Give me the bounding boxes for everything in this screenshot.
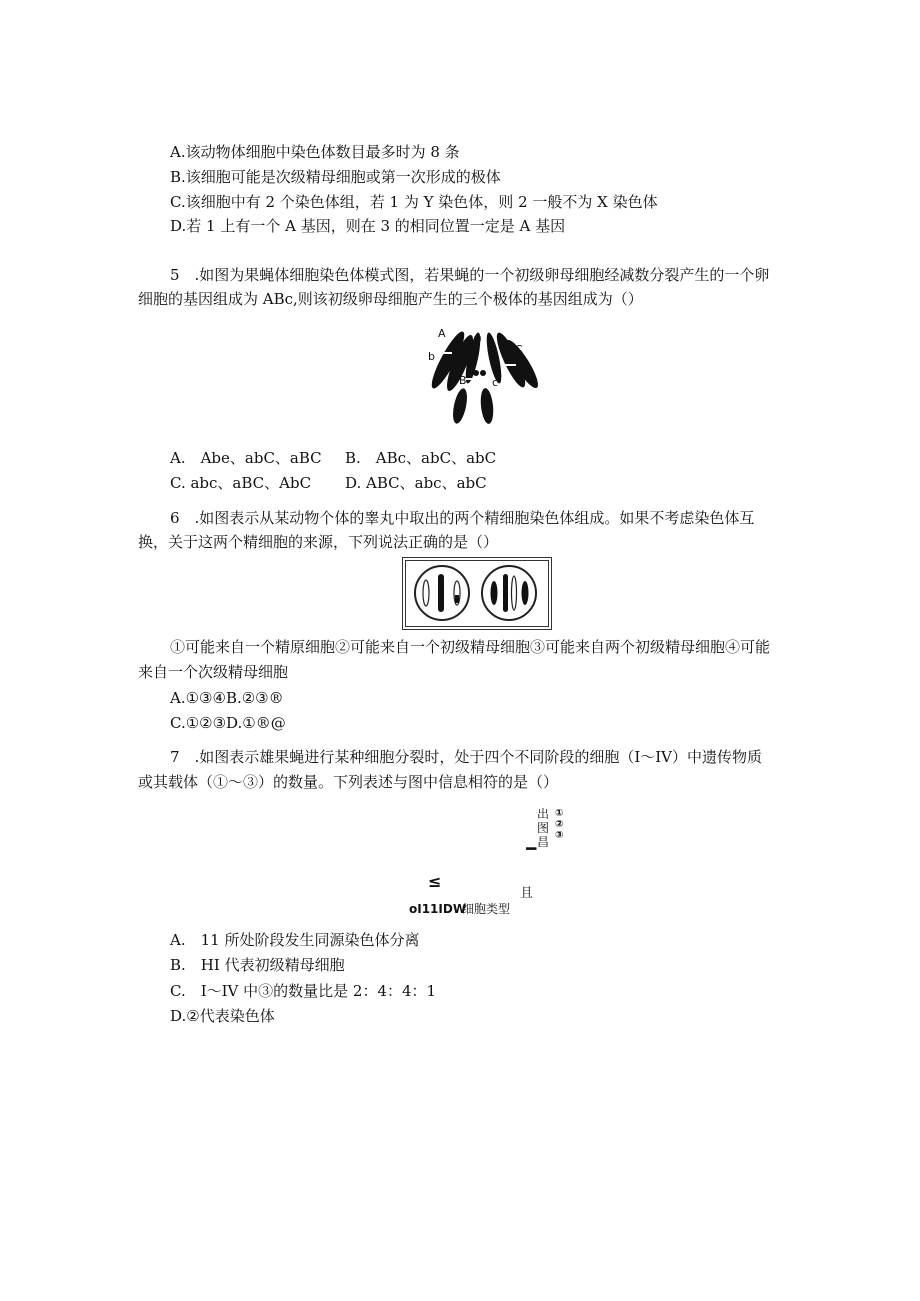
q5-label-a: a <box>475 331 482 344</box>
q7-stem-line1: 7 .如图表示雄果蝇进行某种细胞分裂时，处于四个不同阶段的细胞（I～IV）中遗传物质 <box>170 748 762 766</box>
q5-label-C: C <box>515 343 523 356</box>
q6-options-line1: A.①③④B.②③® <box>170 689 284 707</box>
q5-label-A: A <box>438 327 446 340</box>
q7-x-title: 细胞类型 <box>462 902 511 916</box>
q7-option-a: A. 11 所处阶段发生同源染色体分离 <box>170 931 420 949</box>
q7-side-char: 且 <box>520 886 534 901</box>
q5-option-a: A. Abe、abC、aBC <box>170 449 322 467</box>
q5-label-b: b <box>428 350 435 363</box>
q6-statement-line1: ①可能来自一个精原细胞②可能来自一个初级精母细胞③可能来自两个初级精母细胞④可能 <box>170 638 771 656</box>
q7-stem-line2: 或其载体（①～③）的数量。下列表述与图中信息相符的是（） <box>138 773 559 791</box>
q5-option-d: D. ABC、abc、abC <box>345 474 487 492</box>
q7-option-b: B. HI 代表初级精母细胞 <box>170 956 345 974</box>
q6-stem-line1: 6 .如图表示从某动物个体的睾丸中取出的两个精细胞染色体组成。如果不考虑染色体互 <box>170 509 755 527</box>
q5-option-b: B. ABc、abC、abC <box>345 449 497 467</box>
q6-cells-figure <box>402 557 552 630</box>
q5-stem-line1: 5 .如图为果蝇体细胞染色体模式图，若果蝇的一个初级卵母细胞经减数分裂产生的一个卵 <box>170 266 770 284</box>
q4-option-b: B.该细胞可能是次级精母细胞或第一次形成的极体 <box>170 168 501 186</box>
q5-label-c: c <box>492 376 499 389</box>
q7-option-d: D.②代表染色体 <box>170 1007 275 1025</box>
q6-statement-line2: 来自一个次级精母细胞 <box>138 663 289 681</box>
q5-chromosome-figure <box>418 318 548 430</box>
q7-legend-col1: 出图昌 <box>537 807 550 849</box>
q5-option-c: C. abc、aBC、AbC <box>170 474 312 492</box>
q5-label-B: B <box>459 374 467 387</box>
q7-option-c: C. I～IV 中③的数量比是 2：4：4：1 <box>170 982 437 1000</box>
q6-stem-line2: 换，关于这两个精细胞的来源，下列说法正确的是（） <box>138 533 499 551</box>
q4-option-a: A.该动物体细胞中染色体数目最多时为 8 条 <box>170 143 460 161</box>
q6-options-line2: C.①②③D.①®@ <box>170 714 286 732</box>
q7-legend-dash: I <box>522 846 538 852</box>
q4-option-c: C.该细胞中有 2 个染色体组，若 1 为 Y 染色体，则 2 一般不为 X 染色体 <box>170 193 658 211</box>
q4-option-d: D.若 1 上有一个 A 基因，则在 3 的相同位置一定是 A 基因 <box>170 217 566 235</box>
q7-y-mark: ≤ <box>428 872 442 891</box>
q7-x-ticks: oI11IDW <box>409 902 467 916</box>
q7-legend-col2: ①②③ <box>555 808 564 841</box>
q5-stem-line2: 细胞的基因组成为 ABc,则该初级卵母细胞产生的三个极体的基因组成为（） <box>138 290 643 308</box>
